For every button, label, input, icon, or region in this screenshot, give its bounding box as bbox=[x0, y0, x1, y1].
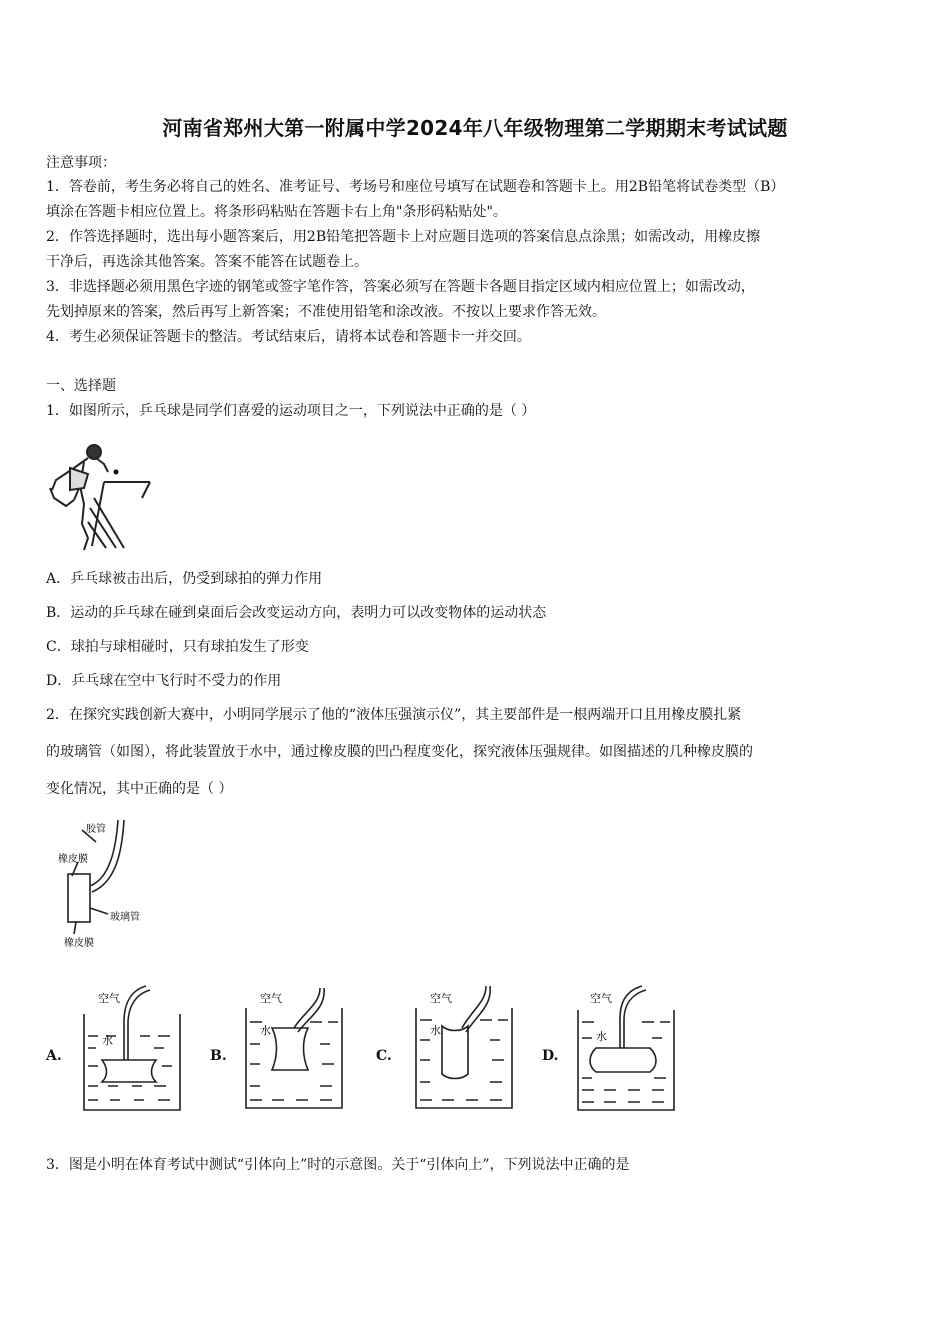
label-membrane-bottom: 橡皮膜 bbox=[64, 938, 94, 949]
q2-option-b-figure bbox=[244, 982, 348, 1112]
section-heading: 一、选择题 bbox=[46, 378, 116, 394]
q1-option-a: A．乒乓球被击出后，仍受到球拍的弹力作用 bbox=[46, 571, 323, 587]
q1-option-b: B．运动的乒乓球在碰到桌面后会改变运动方向，表明力可以改变物体的运动状态 bbox=[46, 605, 547, 621]
q2-option-c-figure bbox=[414, 982, 518, 1112]
water-label: 水 bbox=[260, 1024, 271, 1037]
notice-line-6: 先划掉原来的答案，然后再写上新答案；不准使用铅笔和涂改液。不按以上要求作答无效。 bbox=[46, 304, 606, 320]
q2-option-d-label: D. bbox=[542, 1048, 559, 1064]
q2-stem-1: 2．在探究实践创新大赛中，小明同学展示了他的“液体压强演示仪”，其主要部件是一根两端开口且用橡皮膜扎紧 bbox=[46, 707, 742, 723]
notice-line-7: 4．考生必须保证答题卡的整洁。考试结束后，请将本试卷和答题卡一并交回。 bbox=[46, 329, 531, 345]
q2-option-d-figure bbox=[576, 982, 680, 1112]
air-label: 空气 bbox=[260, 992, 282, 1005]
notice-line-5: 3．非选择题必须用黑色字迹的钢笔或签字笔作答，答案必须写在答题卡各题目指定区域内相应位置上；如需改动， bbox=[46, 279, 755, 295]
q2-device-diagram bbox=[58, 818, 168, 954]
water-label: 水 bbox=[102, 1034, 113, 1047]
label-membrane-top: 橡皮膜 bbox=[58, 854, 88, 865]
q2-option-c-label: C. bbox=[376, 1048, 392, 1064]
q1-option-c: C．球拍与球相碰时，只有球拍发生了形变 bbox=[46, 639, 309, 655]
notice-line-4: 干净后，再选涂其他答案。答案不能答在试题卷上。 bbox=[46, 254, 368, 270]
notice-line-3: 2．作答选择题时，选出每小题答案后，用2B铅笔把答题卡上对应题目选项的答案信息点涂黑；如需改动，用橡皮擦 bbox=[46, 229, 761, 245]
air-label: 空气 bbox=[98, 992, 120, 1005]
air-label: 空气 bbox=[590, 992, 612, 1005]
q3-stem: 3．图是小明在体育考试中测试“引体向上”时的示意图。关于“引体向上”，下列说法中正确的是 bbox=[46, 1157, 630, 1173]
notice-heading: 注意事项： bbox=[46, 155, 116, 171]
q2-option-a-figure bbox=[80, 982, 184, 1112]
q1-stem: 1．如图所示，乒乓球是同学们喜爱的运动项目之一，下列说法中正确的是（ ） bbox=[46, 403, 536, 419]
page-title: 河南省郑州大第一附属中学2024年八年级物理第二学期期末考试试题 bbox=[162, 116, 788, 140]
q1-table-tennis-figure bbox=[44, 438, 156, 556]
water-label: 水 bbox=[596, 1030, 607, 1043]
q2-option-a-label: A. bbox=[46, 1048, 62, 1064]
q1-option-d: D．乒乓球在空中飞行时不受力的作用 bbox=[46, 673, 282, 689]
q2-option-b-label: B. bbox=[210, 1048, 227, 1064]
water-label: 水 bbox=[430, 1024, 441, 1037]
q2-stem-3: 变化情况，其中正确的是（ ） bbox=[46, 781, 233, 797]
q2-stem-2: 的玻璃管（如图），将此装置放于水中，通过橡皮膜的凹凸程度变化，探究液体压强规律。如图描述的几种橡皮膜的 bbox=[46, 744, 753, 760]
ball-icon bbox=[114, 470, 119, 475]
notice-line-1: 1．答卷前，考生务必将自己的姓名、准考证号、考场号和座位号填写在试题卷和答题卡上。用2B铅笔将试卷类型（B） bbox=[46, 179, 785, 195]
notice-line-2: 填涂在答题卡相应位置上。将条形码粘贴在答题卡右上角"条形码粘贴处"。 bbox=[46, 204, 507, 220]
label-hose: 胶管 bbox=[86, 824, 106, 835]
air-label: 空气 bbox=[430, 992, 452, 1005]
label-glass-tube: 玻璃管 bbox=[110, 912, 140, 923]
